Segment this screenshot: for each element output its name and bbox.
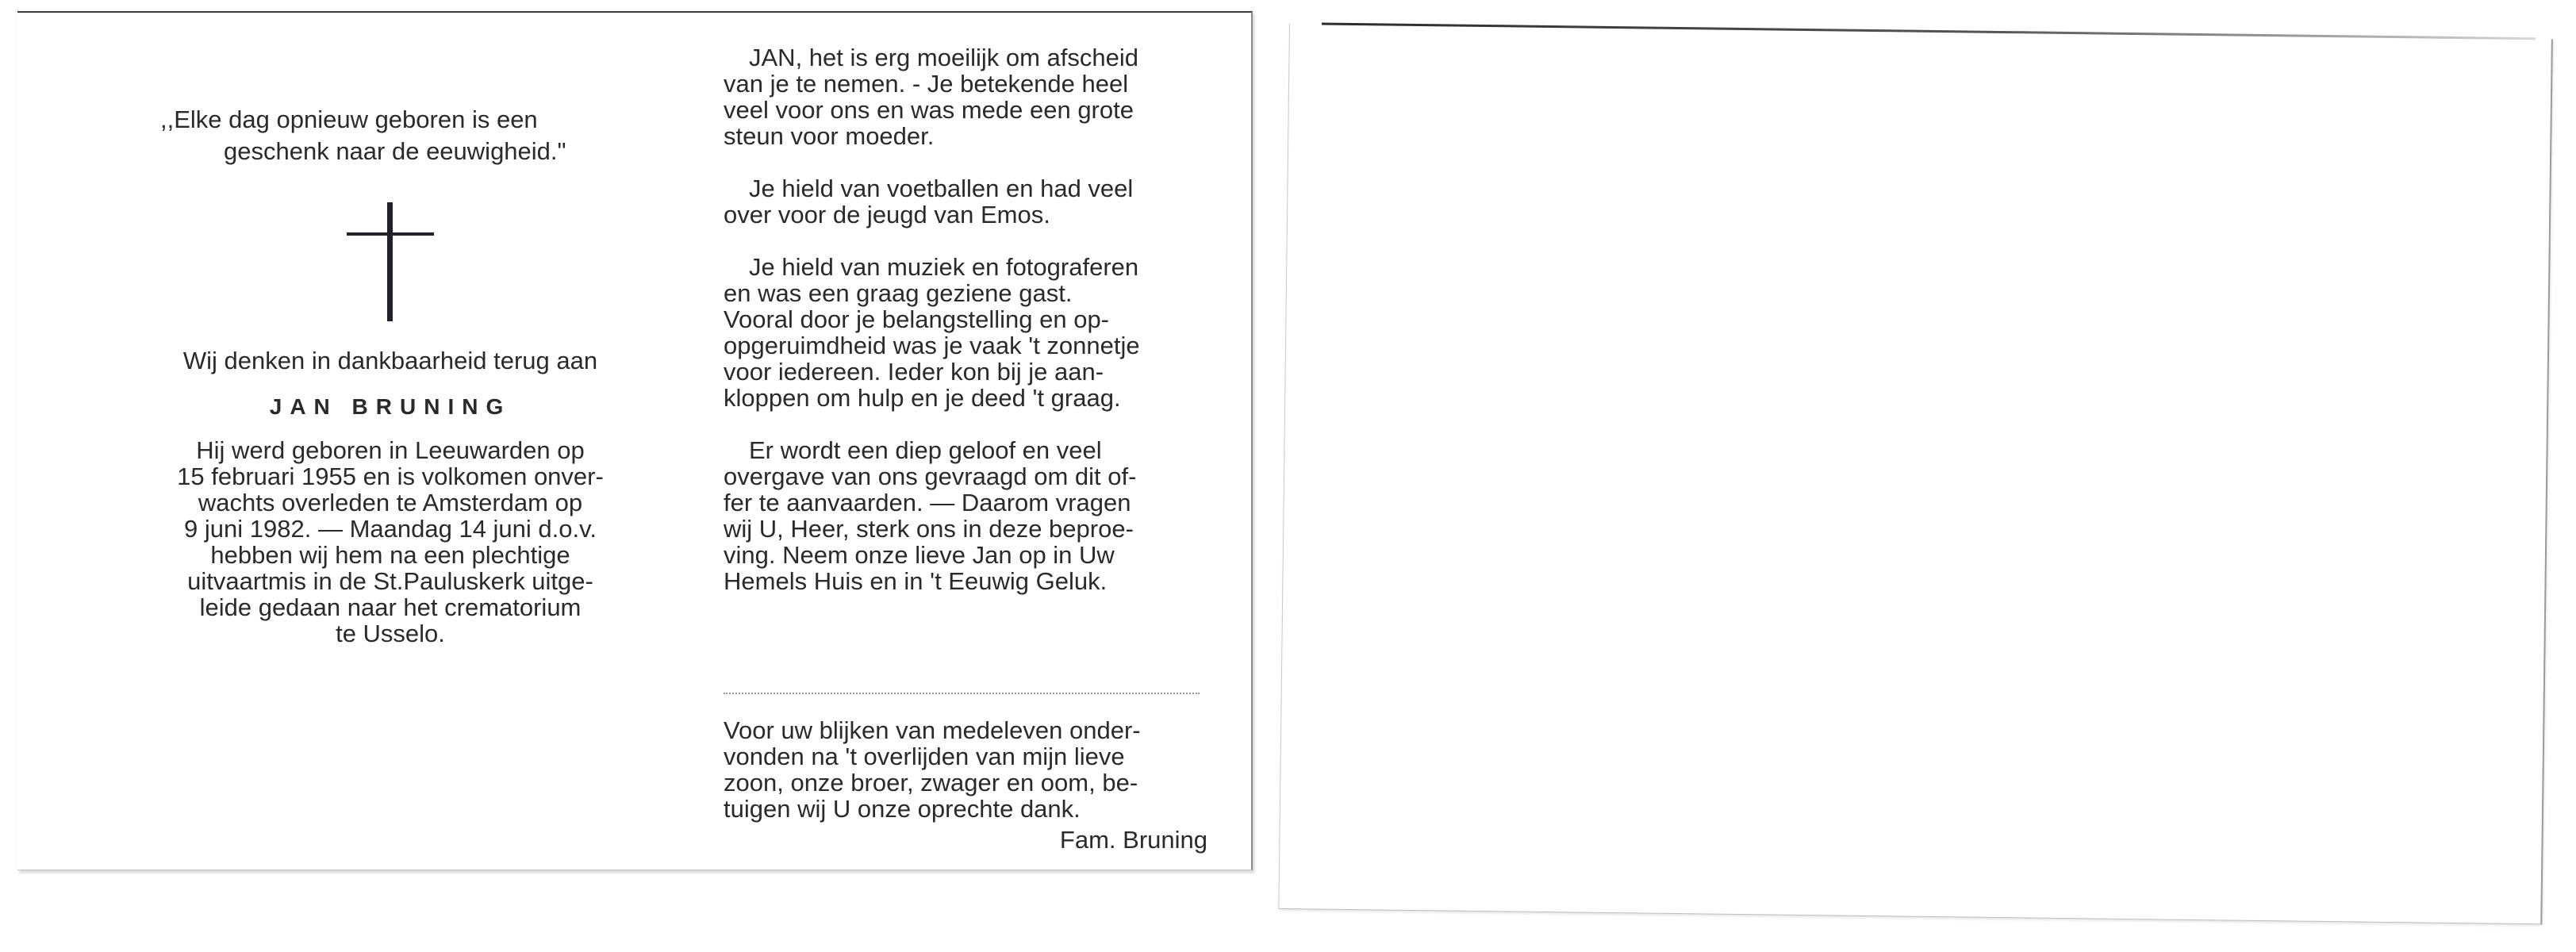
text-line: ving. Neem onze lieve Jan op in Uw bbox=[724, 541, 1115, 569]
bio-line: te Usselo. bbox=[336, 620, 445, 647]
paragraph-football bbox=[724, 175, 1207, 228]
text-line: zoon, onze broer, zwager en oom, be- bbox=[724, 769, 1138, 797]
text-line: fer te aanvaarden. — Daarom vragen bbox=[724, 489, 1131, 516]
text-line: tuigen wij U onze oprechte dank. bbox=[724, 795, 1081, 823]
text-line: Vooral door je belangstelling en op- bbox=[724, 305, 1110, 333]
bio-line: leide gedaan naar het crematorium bbox=[199, 593, 582, 621]
thanks-section bbox=[724, 717, 1207, 853]
text-line: JAN, het is erg moeilijk om afscheid bbox=[749, 44, 1139, 71]
text-line: wij U, Heer, sterk ons in deze beproe- bbox=[724, 515, 1134, 543]
text-line: vonden na 't overlijden van mijn lieve bbox=[724, 743, 1125, 770]
text-line: voor iedereen. Ieder kon bij je aan- bbox=[724, 358, 1104, 386]
text-line: Je hield van muziek en fotograferen bbox=[749, 253, 1139, 281]
text-line: Voor uw blijken van medeleven onder- bbox=[724, 716, 1141, 744]
text-line: kloppen om hulp en je deed 't graag. bbox=[724, 384, 1121, 412]
signature: Fam. Bruning bbox=[1059, 826, 1207, 854]
text-line: opgeruimdheid was je vaak 't zonnetje bbox=[724, 332, 1140, 359]
text-line: Je hield van voetballen en had veel bbox=[749, 175, 1134, 202]
quote bbox=[136, 104, 644, 167]
paragraph-music bbox=[724, 254, 1207, 411]
text-line: overgave van ons gevraagd om dit of- bbox=[724, 463, 1137, 490]
deceased-name: JAN BRUNING bbox=[269, 394, 512, 419]
text-line: Hemels Huis en in 't Eeuwig Geluk. bbox=[724, 567, 1108, 595]
remember-line: Wij denken in dankbaarheid terug aan bbox=[182, 347, 598, 374]
bio-line: uitvaartmis in de St.Pauluskerk uitge- bbox=[187, 567, 593, 595]
bio-line: Hij werd geboren in Leeuwarden op bbox=[196, 436, 585, 464]
left-column bbox=[136, 104, 644, 647]
quote-line: geschenk naar de eeuwigheid." bbox=[224, 137, 566, 165]
text-line: over voor de jeugd van Emos. bbox=[724, 201, 1050, 228]
bio-line: wachts overleden te Amsterdam op bbox=[198, 489, 583, 516]
paragraph-farewell bbox=[724, 44, 1207, 149]
quote-line: ,,Elke dag opnieuw geboren is een bbox=[160, 106, 538, 133]
text-line: en was een graag geziene gast. bbox=[724, 279, 1073, 307]
text-line: veel voor ons en was mede een grote bbox=[724, 96, 1134, 124]
bio-line: hebben wij hem na een plechtige bbox=[210, 541, 570, 569]
memorial-card-back bbox=[1278, 24, 2553, 924]
biography bbox=[136, 437, 644, 647]
text-line: steun voor moeder. bbox=[724, 122, 935, 150]
text-line: van je te nemen. - Je betekende heel bbox=[724, 70, 1129, 98]
cross-icon bbox=[347, 202, 434, 321]
right-column bbox=[724, 44, 1207, 620]
memorial-card-inside bbox=[17, 11, 1253, 870]
dotted-divider bbox=[724, 693, 1200, 694]
paragraph-faith bbox=[724, 437, 1207, 594]
text-line: Er wordt een diep geloof en veel bbox=[749, 436, 1102, 464]
bio-line: 15 februari 1955 en is volkomen onver- bbox=[177, 463, 604, 490]
bio-line: 9 juni 1982. — Maandag 14 juni d.o.v. bbox=[184, 515, 597, 543]
